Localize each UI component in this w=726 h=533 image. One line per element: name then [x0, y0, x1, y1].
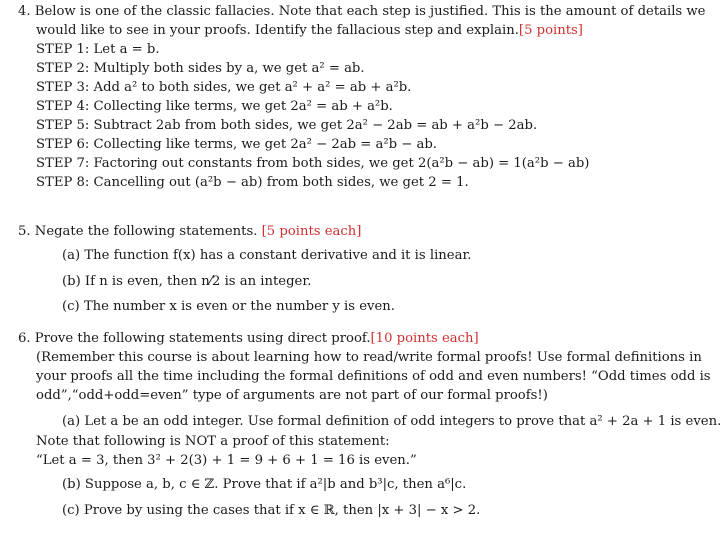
q4-line-1: 4. Below is one of the classic fallacies. Note that each step is justified. This is the amount of details we [18, 4, 706, 19]
q4-step-8: STEP 8: Cancelling out (a²b − ab) from both sides, we get 2 = 1. [36, 175, 469, 190]
q5-item-a: (a) The function f(x) has a constant derivative and it is linear. [62, 248, 472, 263]
q6-part-c: (c) Prove by using the cases that if x ∈ ℝ, then |x + 3| − x > 2. [62, 503, 481, 518]
q6-points: [10 points each] [370, 331, 479, 346]
q6-remark-3: odd”,“odd+odd=even” type of arguments are not part of our formal proofs!) [36, 388, 548, 403]
q4-step-5: STEP 5: Subtract 2ab from both sides, we get 2a² − 2ab = ab + a²b − 2ab. [36, 118, 538, 133]
q6-note-2: “Let a = 3, then 3² + 2(3) + 1 = 9 + 6 + 1 = 16 is even.” [36, 453, 417, 468]
q4-line-2 [36, 21, 583, 40]
q4-step-4: STEP 4: Collecting like terms, we get 2a² = ab + a²b. [36, 99, 393, 114]
q5-item-b: (b) If n is even, then n⁄2 is an integer. [62, 274, 312, 289]
q4-step-2: STEP 2: Multiply both sides by a, we get a² = ab. [36, 61, 365, 76]
q4-step-7: STEP 7: Factoring out constants from both sides, we get 2(a²b − ab) = 1(a²b − ab) [36, 156, 590, 171]
q4-step-3: STEP 3: Add a² to both sides, we get a² + a² = ab + a²b. [36, 80, 412, 95]
q5-heading-text: 5. Negate the following statements. [18, 224, 258, 239]
q5-points: [5 points each] [261, 224, 362, 239]
q6-remark-1: (Remember this course is about learning how to read/write formal proofs! Use formal definitions in [36, 350, 702, 365]
q5-item-c: (c) The number x is even or the number y is even. [62, 299, 395, 314]
q4-line-2-text: would like to see in your proofs. Identify the fallacious step and explain. [36, 23, 519, 38]
q6-note-1: Note that following is NOT a proof of this statement: [36, 434, 390, 449]
q4-step-1: STEP 1: Let a = b. [36, 42, 160, 57]
q6-heading-text: 6. Prove the following statements using direct proof. [18, 331, 371, 346]
q4-step-6: STEP 6: Collecting like terms, we get 2a² − 2ab = a²b − ab. [36, 137, 437, 152]
q6-remark-2: your proofs all the time including the formal definitions of odd and even numbers! “Odd times odd is [36, 369, 711, 384]
q6-part-a: (a) Let a be an odd integer. Use formal definition of odd integers to prove that a² + 2a + 1 is even. [62, 414, 722, 429]
q6-part-b: (b) Suppose a, b, c ∈ ℤ. Prove that if a²|b and b³|c, then a⁶|c. [62, 477, 467, 492]
q5-heading [18, 222, 361, 241]
q6-heading [18, 329, 479, 348]
q4-points: [5 points] [518, 23, 583, 38]
